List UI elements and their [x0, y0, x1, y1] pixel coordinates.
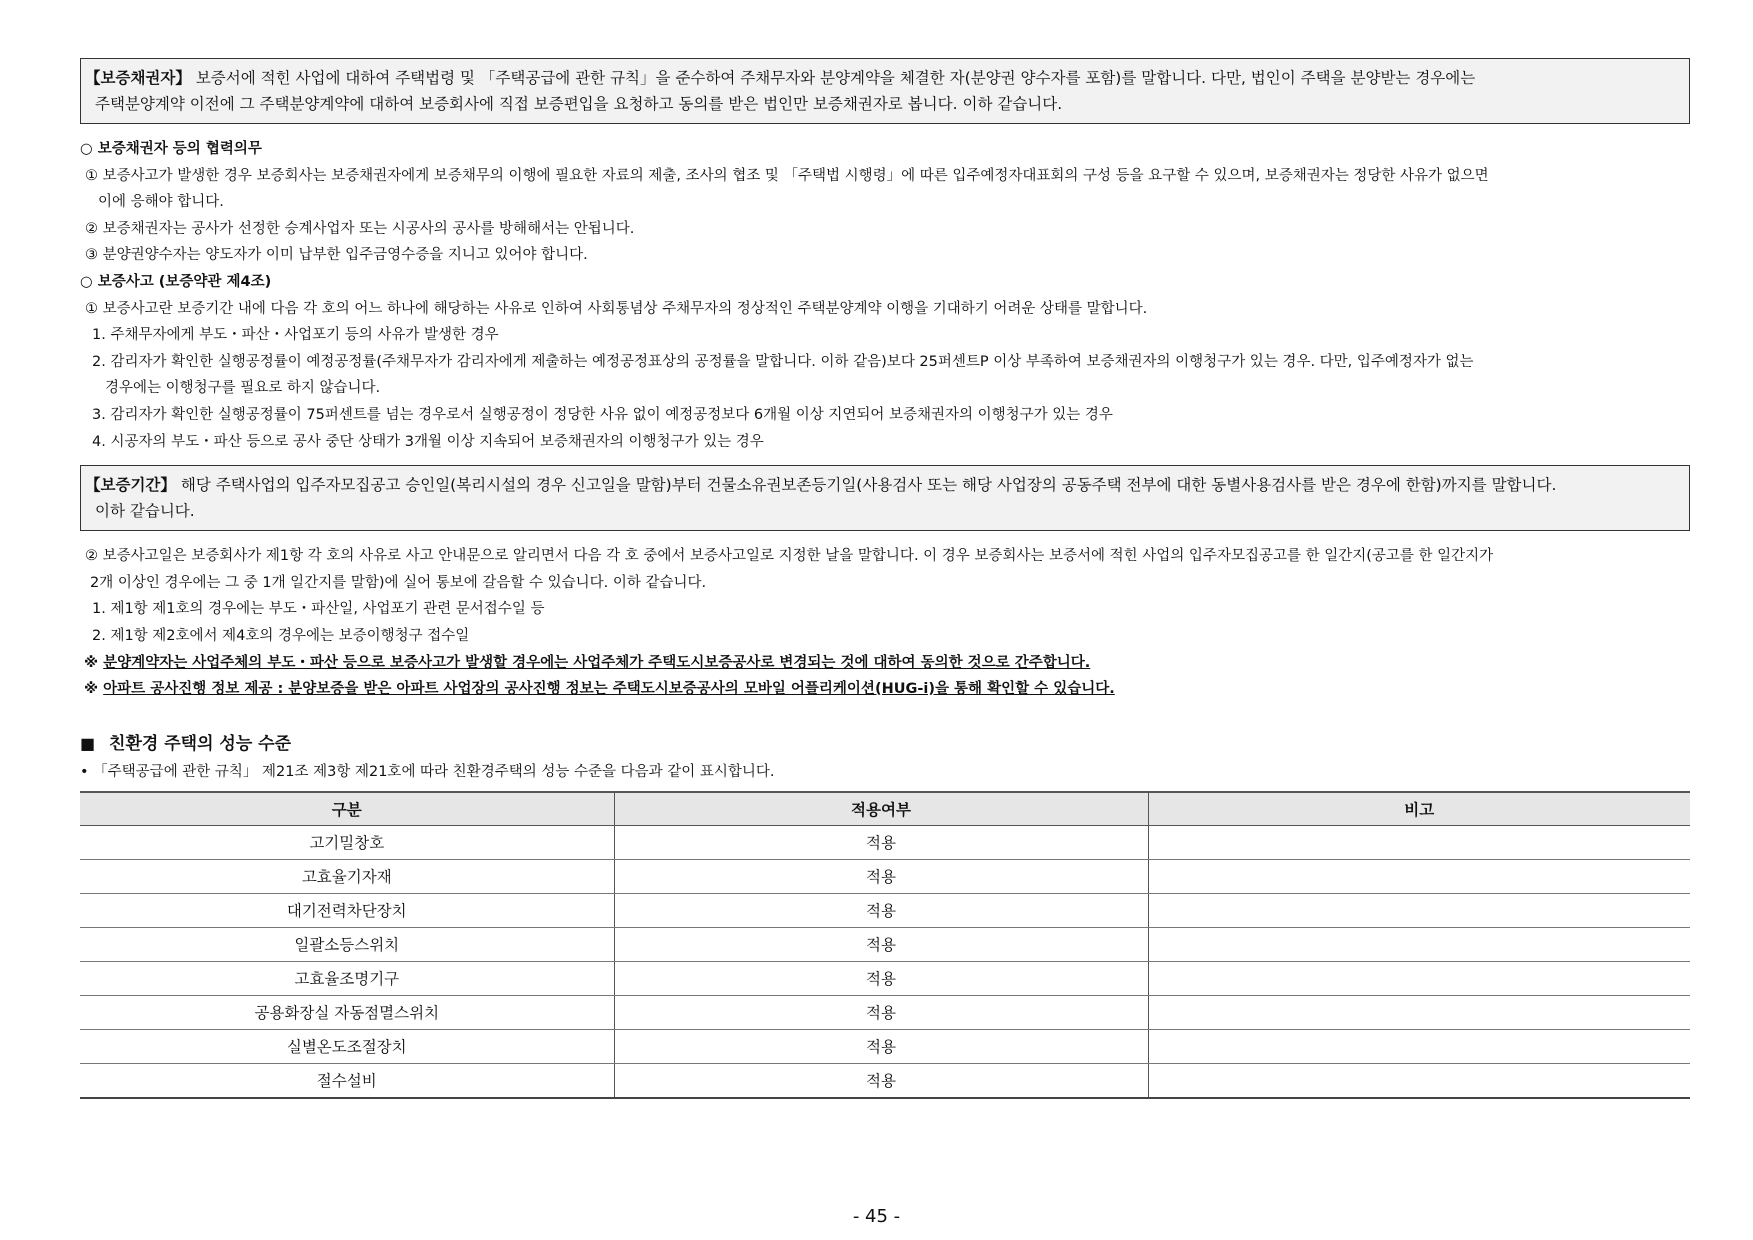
paragraph: ① 보증사고란 보증기간 내에 다음 각 호의 어느 하나에 해당하는 사유로 인하여 사회통념상 주채무자의 정상적인 주택분양계약 이행을 기대하기 어려운 상태를 말합니다.	[85, 300, 1148, 317]
table-cell	[1148, 995, 1690, 1029]
paragraph: 이에 응해야 합니다.	[98, 194, 224, 211]
list-item: 2. 감리자가 확인한 실행공정률이 예정공정률(주채무자가 감리자에게 제출하는 예정공정표상의 공정률을 말합니다. 이하 같음)보다 25퍼센트P 이상 부족하여 보증채권자의 이행청구가 있는 경우. 다만, 입주예정자가 없는	[92, 353, 1474, 370]
table-cell: 적용	[614, 995, 1148, 1029]
list-item: 3. 감리자가 확인한 실행공정률이 75퍼센트를 넘는 경우로서 실행공정이 정당한 사유 없이 예정공정보다 6개월 이상 지연되어 보증채권자의 이행청구가 있는 경우	[92, 406, 1113, 423]
list-item: 1. 주채무자에게 부도・파산・사업포기 등의 사유가 발생한 경우	[92, 327, 499, 344]
note	[80, 676, 1690, 703]
list-item: 1. 제1항 제1호의 경우에는 부도・파산일, 사업포기 관련 문서접수일 등	[92, 601, 545, 618]
section-title: 친환경 주택의 성능 수준	[109, 733, 292, 754]
paragraph: ② 보증채권자는 공사가 선정한 승계사업자 또는 시공사의 공사를 방해해서는 안됩니다.	[85, 220, 635, 237]
table-cell: 대기전력차단장치	[80, 893, 614, 927]
table-cell: 고기밀창호	[80, 825, 614, 859]
paragraph: ① 보증사고가 발생한 경우 보증회사는 보증채권자에게 보증채무의 이행에 필요한 자료의 제출, 조사의 협조 및 「주택법 시행령」에 따른 입주예정자대표회의 구성 등을 요구할 수 있으며, 보증채권자는 정당한 사유가 없으면	[85, 167, 1489, 184]
paragraph: 2개 이상인 경우에는 그 중 1개 일간지를 말함)에 실어 통보에 갈음할 수 있습니다. 이하 같습니다.	[90, 574, 707, 591]
table-row	[80, 1063, 1690, 1098]
table-cell: 적용	[614, 859, 1148, 893]
guarantee-creditor-box	[80, 58, 1690, 124]
table-row	[80, 995, 1690, 1029]
table-cell	[1148, 859, 1690, 893]
table-header-row	[80, 792, 1690, 826]
box-lead: 【보증기간】	[85, 476, 176, 495]
table-row	[80, 927, 1690, 961]
table-row	[80, 825, 1690, 859]
note-mark: ※	[84, 654, 99, 671]
box-text: 보증서에 적힌 사업에 대하여 주택법령 및 「주택공급에 관한 규칙」을 준수하여 주채무자와 분양계약을 체결한 자(분양권 양수자를 포함)를 말합니다. 다만, 법인이 주택을 분양받는 경우에는	[195, 69, 1476, 87]
note-text: 아파트 공사진행 정보 제공 : 분양보증을 받은 아파트 사업장의 공사진행 정보는 주택도시보증공사의 모바일 어플리케이션(HUG-i)을 통해 확인할 수 있습니다.	[103, 681, 1115, 698]
table-cell: 적용	[614, 825, 1148, 859]
table-cell: 적용	[614, 961, 1148, 995]
table-cell: 고효율조명기구	[80, 961, 614, 995]
table-cell: 절수설비	[80, 1063, 614, 1098]
table-cell: 적용	[614, 1029, 1148, 1063]
column-header: 비고	[1148, 792, 1690, 826]
list-item: 2. 제1항 제2호에서 제4호의 경우에는 보증이행청구 접수일	[92, 627, 470, 644]
box-text: 해당 주택사업의 입주자모집공고 승인일(복리시설의 경우 신고일을 말함)부터 건물소유권보존등기일(사용검사 또는 해당 사업장의 공동주택 전부에 대한 동별사용검사를 받은 경우에 한함)까지를 말합니다.	[180, 476, 1557, 495]
guarantee-period-box	[80, 465, 1690, 531]
table-cell: 공용화장실 자동점멸스위치	[80, 995, 614, 1029]
table-cell: 적용	[614, 1063, 1148, 1098]
table-cell	[1148, 893, 1690, 927]
table-cell: 적용	[614, 927, 1148, 961]
table-cell	[1148, 825, 1690, 859]
table-cell	[1148, 1029, 1690, 1063]
column-header: 구분	[80, 792, 614, 826]
section-heading: ○ 보증채권자 등의 협력의무	[80, 141, 262, 157]
table-cell	[1148, 927, 1690, 961]
accident-date-section	[80, 543, 1690, 703]
table-cell: 실별온도조절장치	[80, 1029, 614, 1063]
box-text: 주택분양계약 이전에 그 주택분양계약에 대하여 보증회사에 직접 보증편입을 요청하고 동의를 받은 법인만 보증채권자로 봅니다. 이하 같습니다.	[95, 95, 1063, 113]
page-number: - 45 -	[852, 1206, 901, 1227]
note	[80, 650, 1690, 677]
green-housing-table	[80, 791, 1690, 1099]
column-header: 적용여부	[614, 792, 1148, 826]
table-cell	[1148, 1063, 1690, 1098]
document-page	[80, 58, 1690, 1099]
table-row	[80, 859, 1690, 893]
table-row	[80, 893, 1690, 927]
table-cell: 적용	[614, 893, 1148, 927]
green-housing-title	[80, 731, 1690, 757]
list-item: 4. 시공자의 부도・파산 등으로 공사 중단 상태가 3개월 이상 지속되어 보증채권자의 이행청구가 있는 경우	[92, 433, 764, 450]
green-housing-intro: • 「주택공급에 관한 규칙」 제21조 제3항 제21호에 따라 친환경주택의 성능 수준을 다음과 같이 표시합니다.	[80, 763, 775, 780]
paragraph: ③ 분양권양수자는 양도자가 이미 납부한 입주금영수증을 지니고 있어야 합니다.	[85, 247, 588, 264]
box-lead: 【보증채권자】	[85, 69, 191, 87]
note-text: 분양계약자는 사업주체의 부도・파산 등으로 보증사고가 발생할 경우에는 사업주체가 주택도시보증공사로 변경되는 것에 대하여 동의한 것으로 간주합니다.	[103, 654, 1091, 671]
cooperation-section	[80, 136, 1690, 455]
square-bullet-icon: ■	[80, 733, 96, 753]
list-item: 경우에는 이행청구를 필요로 하지 않습니다.	[105, 380, 381, 397]
note-mark: ※	[84, 681, 99, 698]
paragraph: ② 보증사고일은 보증회사가 제1항 각 호의 사유로 사고 안내문으로 알리면서 다음 각 호 중에서 보증사고일로 지정한 날을 말합니다. 이 경우 보증회사는 보증서에 적힌 사업의 입주자모집공고를 한 일간지(공고를 한 일간지가	[85, 548, 1494, 565]
table-row	[80, 961, 1690, 995]
table-cell: 일괄소등스위치	[80, 927, 614, 961]
table-row	[80, 1029, 1690, 1063]
box-text: 이하 같습니다.	[95, 502, 195, 521]
table-cell	[1148, 961, 1690, 995]
table-cell: 고효율기자재	[80, 859, 614, 893]
section-heading: ○ 보증사고 (보증약관 제4조)	[80, 273, 272, 290]
